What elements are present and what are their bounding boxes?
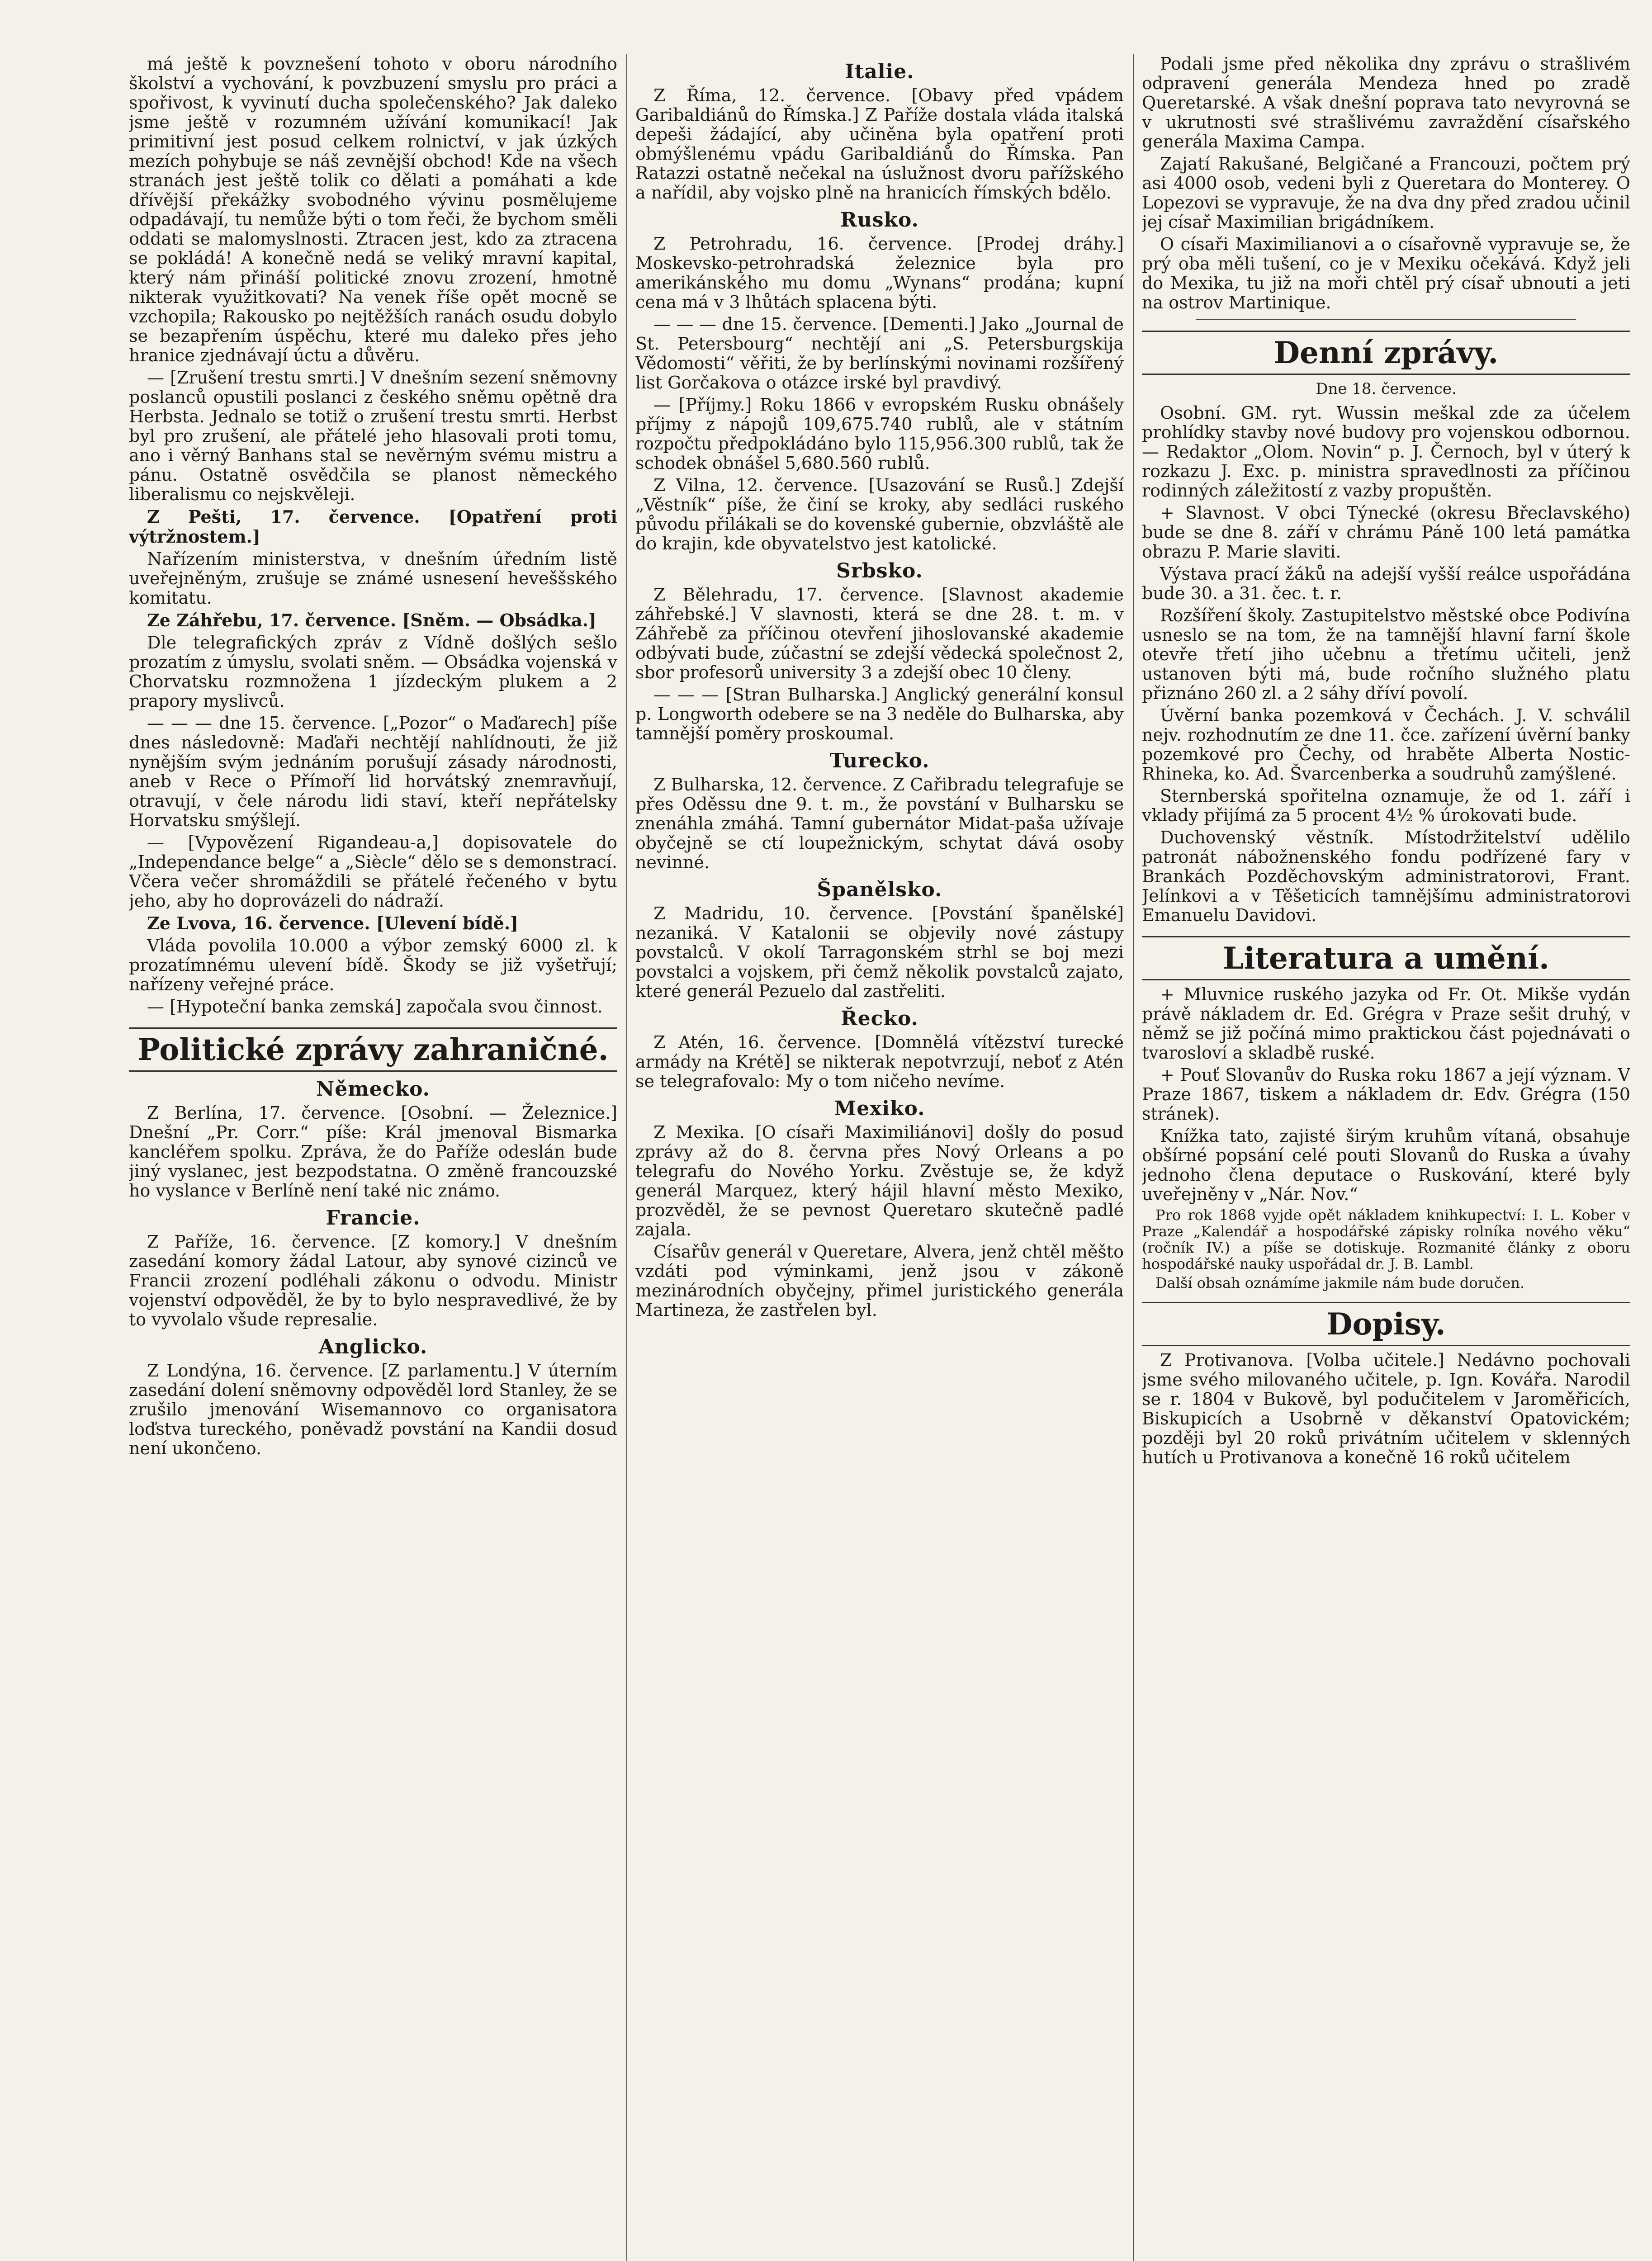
- article-paragraph: Podali jsme před několika dny zprávu o strašlivém odpravení generála Mendeza hned po zradě Queretarské. A však dnešní poprava tato nevyrovná se v ukrutnosti své strašlivému zavraždění císařského generála Maxima Campa.: [1142, 54, 1630, 151]
- article-paragraph: — — — [Stran Bulharska.] Anglický generální konsul p. Longworth odebere se na 3 neděle do Bulharska, aby tamnější poměry proskoumal.: [635, 685, 1124, 743]
- article-paragraph: Z Paříže, 16. července. [Z komory.] V dnešním zasedání komory žádal Latour, aby synové cizinců ve Francii zrození podléhali zákonu o odvodu. Ministr vojenství odpověděl, že by to bylo nespravedlivé, že by to vyvolalo všude represalie.: [129, 1232, 617, 1329]
- article-heading: [129, 913, 617, 933]
- subsection-title: Anglicko.: [318, 1335, 428, 1358]
- column-1: [129, 54, 617, 2261]
- subsection-title: Srbsko.: [836, 559, 923, 582]
- article-paragraph: — [Vypovězení Rigandeau-a,] dopisovatele do „Independance belge“ a „Siècle“ dělo se s demonstrací. Včera večer shromáždili se přátelé řečeného v bytu jeho, aby ho doprovázeli do nádraží.: [129, 833, 617, 911]
- subsection-title: Rusko.: [840, 208, 919, 232]
- dateline: Z Pešti, 17. července. [Opatření proti výtržnostem.]: [129, 506, 617, 547]
- small-print-block: [1142, 1207, 1630, 1291]
- article-paragraph: O císaři Maximilianovi a o císařovně vypravuje se, že prý oba měli tušení, co je v Mexiku očekává. Když jeli do Mexika, tu již na moři chtěl prý císař ubnouti a jeti na ostrov Martinique.: [1142, 234, 1630, 312]
- article-paragraph: Knížka tato, zajisté širým kruhům vítaná, obsahuje obšírné popsání celé pouti Slovanů do Ruska a úvahy jednoho člena deputace o Ruskování, které byly uveřejněny v „Nár. Nov.“: [1142, 1126, 1630, 1204]
- article-paragraph: Z Petrohradu, 16. července. [Prodej dráhy.] Moskevsko-petrohradská železnice byla pro amerikánského mu domu „Wynans“ prodána; kupní cena má v 3 lhůtách splacena býti.: [635, 234, 1124, 312]
- article-paragraph: Osobní. GM. ryt. Wussin meškal zde za účelem prohlídky stavby nové budovy pro vojenskou odbornou. — Redaktor „Olom. Novin“ p. J. Černoch, byl v úterý k rozkazu J. Exc. p. ministra spravedlnosti za příčinou rodinných záležitostí z vazby propuštěn.: [1142, 403, 1630, 501]
- article-paragraph: Z Bělehradu, 17. července. [Slavnost akademie záhřebské.] V slavnosti, která se dne 28. t. m. v Záhřebě za příčinou otevření jihoslovanské akademie odbývati bude, zúčastní se zdejší vědecká společnost 2, sbor profesorů university 3 a zdejší obec 10 členy.: [635, 585, 1124, 682]
- article-paragraph: Pro rok 1868 vyjde opět nákladem knihkupectví: I. L. Kober v Praze „Kalendář a hospodářské zápisky rolníka nového věku“ (ročník IV.) a píše se dotiskuje. Rozmanité články z oboru hospodářské nauky uspořádal dr. J. B. Lambl.: [1142, 1206, 1630, 1272]
- column-rule: [626, 54, 627, 2261]
- article-paragraph: Z Vilna, 12. července. [Usazování se Rusů.] Zdejší „Věstník“ píše, že činí se kroky, aby sedláci ruského původu přilákali se do kovenské gubernie, obzvláště ale do krajin, kde obyvatelstvo jest katolické.: [635, 475, 1124, 553]
- article-paragraph: Další obsah oznámíme jakmile nám bude doručen.: [1155, 1274, 1525, 1291]
- article-paragraph: Z Atén, 16. července. [Domnělá vítězství turecké armády na Krétě] se nikterak nepotvrzují, neboť z Atén se telegrafovalo: My o tom ničeho nevíme.: [635, 1032, 1124, 1091]
- article-paragraph: Z Berlína, 17. července. [Osobní. — Železnice.] Dnešní „Pr. Corr.“ píše: Král jmenoval Bismarka kancléřem spolku. Zpráva, že do Paříže odeslán bude jiný vyslanec, jest bezpodstatna. O změně francouzské ho vyslance v Berlíně není také nic známo.: [129, 1103, 617, 1201]
- section-title-politicke: Politické zprávy zahraničné.: [129, 1027, 617, 1072]
- article-paragraph: má ještě k povznešení tohoto v oboru národního školství a vychování, k povzbuzení smyslu pro práci a spořivost, k vyvinutí ducha společenského? Jak daleko jsme ještě v rozumném užívání komunikací! Jak primitivní jest posud celkem rolnictví, v jak úzkých mezích pohybuje se náš zevnější obchod! Kde na všech stranách jest ještě tolik co dělati a pomáhati a kde dřívější překážky svobodného vývinu posmělujeme odpadávají, tu nemůže býti o tom řeči, že bychom směli oddati se malomyslnosti. Ztracen jest, kdo za ztracena se pokládá! A konečně nedá se veliký mravní kapital, který nám přináší politické znovu zrození, hmotně nikterak využitkovati? Na venek říše opět mocně se vzchopila; Rakousko po nejtěžších ranách osudu dobylo se bezapřením úspěchu, které mu daleko přes jeho hranice zjednávají úctu a důvěru.: [129, 54, 617, 365]
- article-heading: [129, 610, 617, 630]
- article-paragraph: Z Říma, 12. července. [Obavy před vpádem Garibaldiánů do Římska.] Z Paříže dostala vláda italská depeši žádající, aby učiněna byla opatření proti obmýšlenému vpádu Garibaldiánů do Římska. Pan Ratazzi ostatně nečekal na úslužnost dvoru pařížského a nařídil, aby vojsko plně na hranicích římských bdělo.: [635, 85, 1124, 203]
- article-paragraph: Z Londýna, 16. července. [Z parlamentu.] V úterním zasedání dolení sněmovny odpověděl lord Stanley, že se zrušilo jmenování Wisemannovo co organisatora loďstva tureckého, poněvadž povstání na Kandii dosud není ukončeno.: [129, 1361, 617, 1458]
- article-paragraph: Z Mexika. [O císaři Maximiliánovi] došly do posud zprávy až do 8. června přes Nový Orleans a po telegrafu do Nového Yorku. Zvěstuje se, že když generál Marquez, který hájil hlavní město Mexiko, prozvěděl, že se pevnost Queretaro skutečně padlé zajala.: [635, 1122, 1124, 1239]
- article-paragraph: Zajatí Rakušané, Belgičané a Francouzi, počtem prý asi 4000 osob, vedeni byli z Queretara do Monterey. O Lopezovi se vypravuje, že na dva dny před zradou učinil jej císař Maximilian brigádníkem.: [1142, 154, 1630, 232]
- subsection-title: Turecko.: [829, 749, 930, 772]
- dateline: Ze Lvova, 16. července. [Ulevení bídě.]: [147, 913, 519, 933]
- section-date: Dne 18. července.: [1316, 380, 1457, 398]
- article-paragraph: — — — dne 15. července. [Dementi.] Jako „Journal de St. Petersbourg“ nechtějí ani „S. Petersburgskija Vědomosti“ věřiti, že by berlínskými novinami rozšířený list Gorčakova o otázce irské byl pravdivý.: [635, 314, 1124, 393]
- article-paragraph: — [Hypoteční banka zemská] započala svou činnost.: [147, 997, 603, 1017]
- subsection-title: Španělsko.: [817, 878, 942, 901]
- article-paragraph: + Slavnost. V obci Týnecké (okresu Břeclavského) bude se dne 8. září v chrámu Páně 100 letá památka obrazu P. Marie slaviti.: [1142, 503, 1630, 562]
- article-paragraph: — [Příjmy.] Roku 1866 v evropském Rusku obnášely příjmy z nápojů 109,675.740 rublů, ale v státním rozpočtu předpokládáno bylo 115,956.300 rublů, tak že schodek obnášel 5,680.560 rublů.: [635, 395, 1124, 473]
- column-rule: [1133, 54, 1134, 2261]
- article-paragraph: + Mluvnice ruského jazyka od Fr. Ot. Mikše vydán právě nákladem dr. Ed. Grégra v Praze sešit druhý, v němž se již počíná mimo praktickou část pojednávati o tvarosloví a skladbě ruské.: [1142, 984, 1630, 1063]
- column-2: [635, 54, 1124, 2261]
- article-paragraph: — [Zrušení trestu smrti.] V dnešním sezení sněmovny poslanců opustili poslanci z českého sněmu opětně dra Herbsta. Jednalo se totiž o zrušení trestu smrti. Herbst byl pro zrušení, ale přátelé jeho hlasovali proti tomu, ano i věrný Banhans stal se nevěrným svému mistru a pánu. Ostatně osvědčila se planost německého liberalismu co nejskvěleji.: [129, 368, 617, 504]
- article-paragraph: Císařův generál v Queretare, Alvera, jenž chtěl měšto vzdáti pod výminkami, jenž jsou v zákoně mezinárodních obyčejny, přimel juristického generála Martineza, že zastřelen byl.: [635, 1242, 1124, 1320]
- article-paragraph: Nařízením ministerstva, v dnešním úředním listě uveřejněným, zrušuje se známé usnesení heveššského komitatu.: [129, 549, 617, 608]
- divider: [1196, 319, 1576, 320]
- section-title-dopisy: Dopisy.: [1142, 1302, 1630, 1346]
- section-title-literatura: Literatura a umění.: [1142, 936, 1630, 980]
- article-paragraph: Duchovenský věstník. Místodržitelství udělilo patronát nábožnenského fondu podřízené fary v Brankách Pozděchovským administratorovi, Frant. Jelínkovi a v Těšeticích tamnějšímu administratorovi Emanuelu Davidovi.: [1142, 828, 1630, 925]
- article-paragraph: Z Bulharska, 12. července. Z Cařibradu telegrafuje se přes Oděssu dne 9. t. m., že povstání v Bulharsku se znenáhla zmáhá. Tamní gubernátor Midat-paša užívaje obyčejně se ctí loupežnickým, schytat dává osoby nevinné.: [635, 775, 1124, 872]
- subsection-title: Mexiko.: [834, 1097, 925, 1120]
- section-title-denni: Denní zprávy.: [1142, 331, 1630, 375]
- article-paragraph: Výstava prací žáků na adejší vyšší reálce uspořádána bude 30. a 31. čec. t. r.: [1142, 564, 1630, 603]
- subsection-title: Francie.: [326, 1206, 421, 1230]
- article-paragraph: + Pouť Slovanův do Ruska roku 1867 a její význam. V Praze 1867, tiskem a nákladem dr. Edv. Grégra (150 stránek).: [1142, 1065, 1630, 1124]
- dateline: Ze Záhřebu, 17. července. [Sněm. — Obsádka.]: [147, 610, 596, 630]
- article-paragraph: Sternberská spořitelna oznamuje, že od 1. září i vklady přijímá za 5 procent 4½ % úrokovati bude.: [1142, 786, 1630, 825]
- subsection-title: Řecko.: [841, 1007, 918, 1030]
- article-paragraph: Z Madridu, 10. července. [Povstání španělské] nezaniká. V Katalonii se objevily nové zástupy povstalců. V okolí Tarragonském strhl se boj mezi povstalci a vojskem, při čemž několik povstalců zajato, které generál Pezuelo dal zastřeliti.: [635, 903, 1124, 1001]
- article-paragraph: Dle telegrafických zpráv z Vídně došlých sešlo prozatím z úmyslu, svolati sněm. — Obsádka vojenská v Chorvatsku rozmnožena 1 jízdeckým plukem a 2 prapory myslivců.: [129, 633, 617, 711]
- article-paragraph: Z Protivanova. [Volba učitele.] Nedávno pochovali jsme svého milovaného učitele, p. Ign. Kovářa. Narodil se r. 1804 v Bukově, byl podučitelem v Jaroměřicích, Biskupicích a Usobrně v děkanství Opatovickém; později byl 20 roků privátním učitelem v sklenných hutích u Protivanova a konečně 16 roků učitelem: [1142, 1350, 1630, 1467]
- article-paragraph: — — — dne 15. července. [„Pozor“ o Maďarech] píše dnes následovně: Maďaři nechtějí nahlídnouti, že již nynějším svým jednáním porušují zásady národnosti, aneb v Rece o Přímoří lid horvátský znemravňují, otravují, v čele národu lidi staví, kteří nepřátelsky Horvatsku smýšlejí.: [129, 713, 617, 830]
- article-paragraph: Vláda povolila 10.000 a výbor zemský 6000 zl. k prozatímnému ulevení bídě. Škody se již vyšetřují; nařízeny veřejné práce.: [129, 936, 617, 994]
- article-paragraph: Rozšíření školy. Zastupitelstvo městské obce Podivína usneslo se na tom, že na tamnější hlavní farní škole otevře třetí jiho učebnu a třetímu učiteli, jenž ustanoven býti má, bude ročního služného platu přiznáno 260 zl. a 2 sáhy dříví povolí.: [1142, 605, 1630, 703]
- article-heading: [129, 507, 617, 547]
- article-paragraph: Úvěrní banka pozemková v Čechách. J. V. schválil nejv. rozhodnutím ze dne 11. čce. zařízení úvěrní banky pozemkové pro Čechy, od hraběte Alberta Nostic-Rhineka, ko. Ad. Švarcenberka a soudruhů zamýšlené.: [1142, 705, 1630, 784]
- subsection-title: Německo.: [316, 1078, 430, 1101]
- column-3: [1142, 54, 1630, 2261]
- subsection-title: Italie.: [845, 60, 914, 83]
